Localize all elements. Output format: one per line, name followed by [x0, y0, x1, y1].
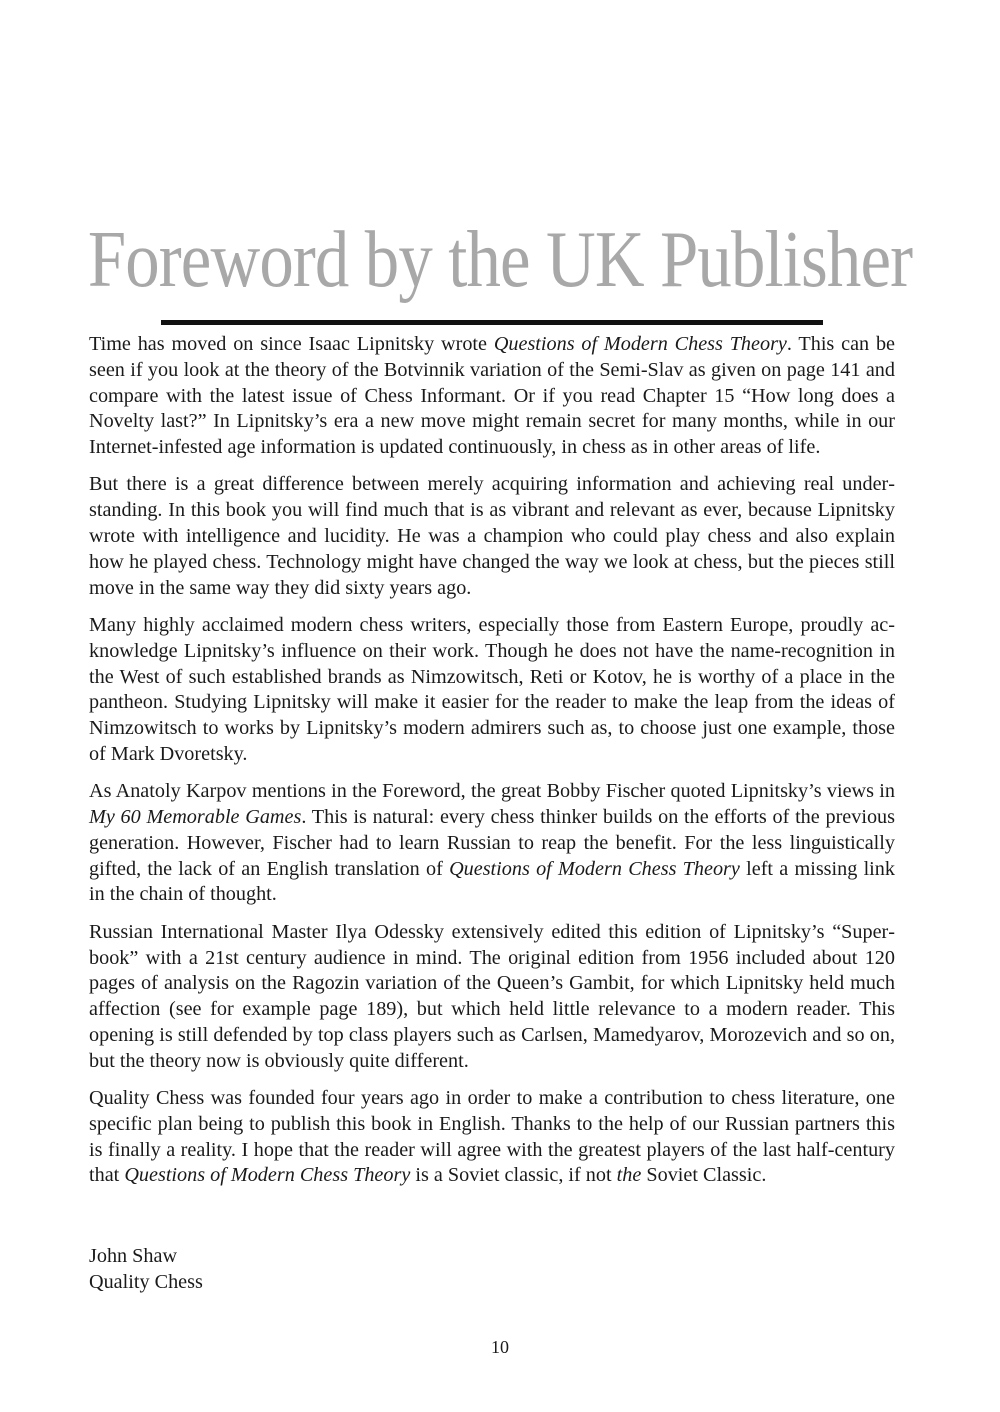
- text-run: Time has moved on since Isaac Lipnitsky wrote: [89, 333, 494, 355]
- italic-title: My 60 Memorable Games: [89, 806, 302, 829]
- paragraph-6: [89, 1086, 895, 1189]
- text-run: . This can be seen if you look at the theory of the Botvinnik variation of the Semi-Slav as given on page 141 and compare with the latest issue of Chess Informant. Or if you read Chapter 15 “How long does a Novelty last?” In Lipnitsky’s era a new move might remain secret for many months, while in our Internet-infested age information is updated continuously, in chess as in other areas of life.: [89, 333, 895, 459]
- text-run: . This is natural: every chess thinker builds on the efforts of the previous generation. However, Fischer had to learn Russian to reap the benefit. For the less linguistically gifted, the lack of an English translation of: [89, 806, 896, 880]
- paragraph-4: [89, 779, 895, 908]
- paragraph-2: [89, 472, 895, 601]
- paragraph-1: [89, 332, 895, 461]
- text-run: Many highly acclaimed modern chess writers, especially those from Eastern Europe, proudly acknowledge Lipnitsky’s influence on their work. Though he does not have the name-recognition in the West of such established brands as Nimzowitsch, Reti or Kotov, he is worthy of a place in the pantheon. Studying Lipnitsky will make it easier for the reader to make the leap from the ideas of Nimzowitsch to works by Lipnitsky’s modern admirers such as, to choose just one example, those of Mark Dvoretsky.: [89, 613, 895, 765]
- signature-org: Quality Chess: [89, 1270, 203, 1293]
- page-number: 10: [491, 1337, 509, 1357]
- paragraph-5: [89, 920, 895, 1075]
- signature: [89, 1244, 203, 1296]
- italic-title: the: [616, 1164, 642, 1187]
- text-run: Russian International Master Ilya Odessky extensively edited this edition of Lipnitsky’s “Superbook” with a 21st century audience in mind. The original edition from 1956 included about 120 pages of analysis on the Ragozin variation of the Queen’s Gambit, for which Lipnitsky held much affection (see for example page 189), but which held little relevance to a modern reader. This opening is still defended by top class players such as Carlsen, Mamedyarov, Morozevich and so on, but the theory now is obviously quite different.: [89, 920, 895, 1072]
- paragraph-3: [89, 613, 895, 768]
- text-run: Quality Chess was founded four years ago in order to make a contribution to chess literature, one specific plan being to publish this book in English. Thanks to the help of our Russian partners this is finally a reality. I hope that the reader will agree with the greatest players of the last half-century that: [89, 1087, 895, 1187]
- text-run: is a Soviet classic, if not: [410, 1164, 617, 1187]
- page-title: Foreword by the UK Publisher: [87, 216, 913, 304]
- text-run: Soviet Classic.: [641, 1164, 767, 1187]
- text-run: As Anatoly Karpov mentions in the Foreword, the great Bobby Fischer quoted Lipnitsky’s views in: [89, 780, 895, 803]
- signature-name: John Shaw: [89, 1245, 178, 1267]
- text-run: left a missing link in the chain of thought.: [89, 857, 895, 906]
- text-run: But there is a great difference between merely acquiring information and achieving real understanding. In this book you will find much that is as vibrant and relevant as ever, because Lipnitsky wrote with intelligence and lucidity. He was a champion who could play chess and also explain how he played chess. Technology might have changed the way we look at chess, but the pieces still move in the same way they did sixty years ago.: [89, 473, 895, 599]
- italic-title: Questions of Modern Chess Theory: [493, 333, 787, 355]
- italic-title: Questions of Modern Chess Theory: [449, 857, 740, 880]
- foreword-body: [89, 332, 895, 1201]
- italic-title: Questions of Modern Chess Theory: [124, 1164, 411, 1187]
- title-rule: [161, 320, 823, 325]
